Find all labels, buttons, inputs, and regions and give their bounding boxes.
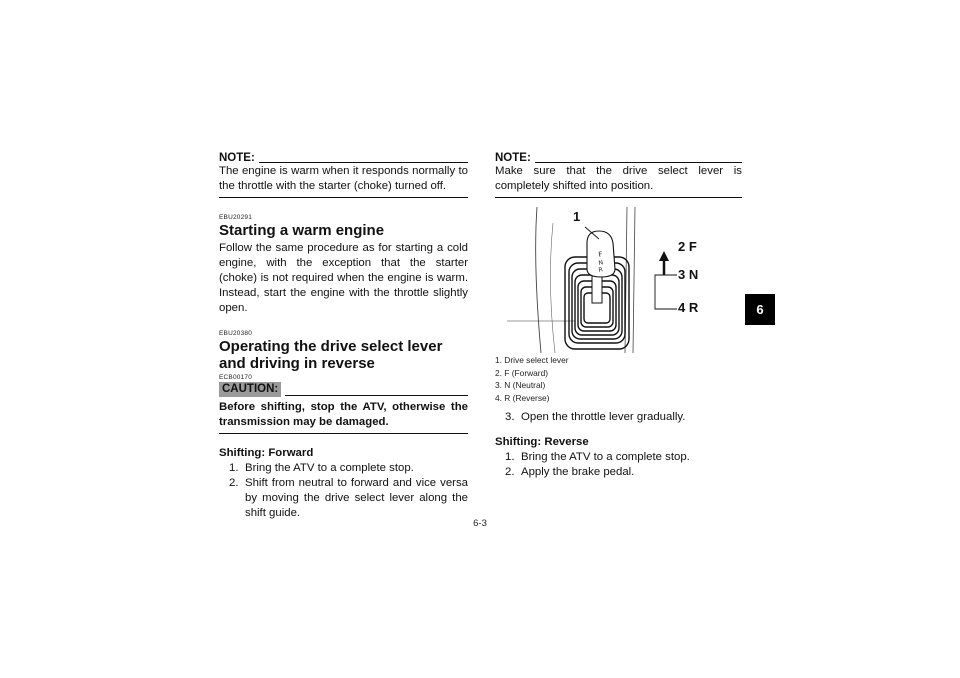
- step-number: 1.: [505, 451, 515, 463]
- note-text: The engine is warm when it responds normally to the throttle with the starter (choke) turned off.: [219, 165, 468, 192]
- figure-legend: [495, 354, 742, 404]
- svg-text:N: N: [597, 259, 604, 267]
- note-heading: [495, 152, 742, 164]
- section-text-warm-engine: Follow the same procedure as for starting a cold engine, with the exception that the starter (choke) is not required when the engine is warm. Instead, start the engine with the throttle slightly open.: [219, 242, 468, 314]
- list-item: [219, 476, 468, 521]
- legend-item: 3. N (Neutral): [495, 380, 546, 390]
- left-column: [219, 152, 468, 521]
- shift-forward-heading: Shifting: Forward: [219, 447, 314, 459]
- drive-select-lever-figure: [495, 203, 742, 353]
- svg-text:F: F: [597, 250, 604, 259]
- shift-reverse-heading: Shifting: Reverse: [495, 436, 589, 448]
- caution-rule: [285, 395, 468, 396]
- note-rule: [535, 162, 742, 163]
- step-text: Apply the brake pedal.: [521, 466, 635, 478]
- note-text: Make sure that the drive select lever is completely shifted into position.: [495, 165, 742, 192]
- callout-3-neutral: 3 N: [678, 267, 699, 282]
- caution-code: ECB00170: [219, 374, 253, 381]
- caution-heading: [219, 382, 468, 397]
- step-text: Shift from neutral to forward and vice versa by moving the drive select lever along the shift guide.: [245, 477, 468, 519]
- page-number: 6-3: [473, 518, 487, 529]
- lever-illustration: [495, 203, 742, 353]
- section-code: EBU20291: [219, 214, 253, 221]
- section-title-warm-engine: Starting a warm engine: [219, 222, 385, 239]
- list-item: [219, 461, 468, 476]
- note-end-rule: [495, 197, 742, 198]
- note-heading: [219, 152, 468, 164]
- step-number: 2.: [229, 477, 239, 489]
- list-item: [495, 410, 742, 425]
- section-title-drive-select: Operating the drive select lever and driving in reverse: [219, 338, 443, 372]
- step-number: 1.: [229, 462, 239, 474]
- step-text: Bring the ATV to a complete stop.: [521, 451, 690, 463]
- step-number: 2.: [505, 466, 515, 478]
- step-text: Open the throttle lever gradually.: [521, 411, 686, 423]
- list-item: [495, 450, 742, 465]
- caution-end-rule: [219, 433, 468, 434]
- note-label: NOTE:: [219, 152, 255, 164]
- note-rule: [259, 162, 468, 163]
- section-code: EBU20380: [219, 330, 253, 337]
- legend-item: 2. F (Forward): [495, 367, 549, 378]
- legend-item: 4. R (Reverse): [495, 392, 550, 403]
- note-label: NOTE:: [495, 152, 531, 164]
- right-column: [495, 152, 742, 480]
- step-text: Bring the ATV to a complete stop.: [245, 462, 414, 474]
- caution-text: Before shifting, stop the ATV, otherwise the transmission may be damaged.: [219, 401, 468, 428]
- step-number: 3.: [505, 411, 515, 423]
- callout-2-forward: 2 F: [678, 239, 697, 254]
- callout-4-reverse: 4 R: [678, 300, 699, 315]
- svg-text:R: R: [597, 266, 604, 274]
- list-item: [495, 465, 742, 480]
- note-end-rule: [219, 197, 468, 198]
- chapter-tab: 6: [745, 294, 775, 325]
- caution-label: CAUTION:: [219, 382, 281, 397]
- callout-1: 1: [573, 209, 581, 224]
- legend-item: 1. Drive select lever: [495, 355, 569, 365]
